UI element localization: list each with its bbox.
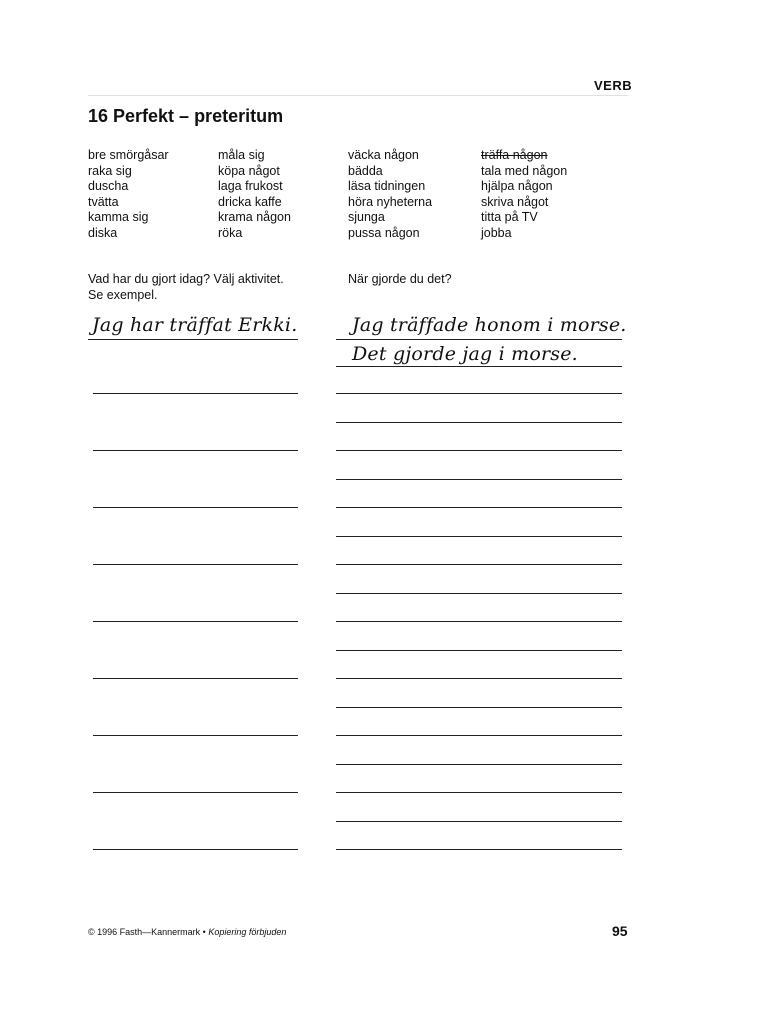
word-item: höra nyheterna (348, 194, 433, 209)
word-item-struck: träffa någon (481, 148, 548, 162)
word-item: tvätta (88, 194, 119, 209)
answer-line-right[interactable] (336, 593, 622, 594)
word-column-2 (218, 148, 291, 241)
example-underline-right (336, 339, 622, 340)
answer-line-right[interactable] (336, 621, 622, 622)
answer-line-left[interactable] (93, 792, 298, 793)
answer-line-right[interactable] (336, 707, 622, 708)
answer-line-left[interactable] (93, 678, 298, 679)
answer-line-right[interactable] (336, 450, 622, 451)
answer-line-left[interactable] (93, 849, 298, 850)
word-item: bädda (348, 163, 383, 178)
answer-line-right[interactable] (336, 735, 622, 736)
instruction-left-line-2: Se exempel. (88, 288, 158, 302)
example-right-line-1: Jag träffade honom i morse. (352, 314, 627, 336)
word-item: kamma sig (88, 210, 149, 224)
copy-notice: Kopiering förbjuden (208, 927, 287, 937)
word-column-3 (348, 148, 432, 241)
word-item: skriva något (481, 194, 549, 209)
word-item: köpa något (218, 163, 280, 178)
word-item: hjälpa någon (481, 179, 553, 193)
word-item: väcka någon (348, 148, 419, 162)
answer-line-left[interactable] (93, 621, 298, 622)
example-underline-right (336, 366, 622, 367)
page-number: 95 (612, 923, 628, 939)
answer-line-right[interactable] (336, 393, 622, 394)
instruction-left-line-1: Vad har du gjort idag? Välj aktivitet. (88, 272, 284, 286)
answer-line-right[interactable] (336, 536, 622, 537)
answer-line-left[interactable] (93, 507, 298, 508)
example-right-line-2: Det gjorde jag i morse. (352, 343, 578, 365)
answer-line-right[interactable] (336, 507, 622, 508)
word-column-4 (481, 148, 567, 241)
word-item: raka sig (88, 163, 132, 178)
word-item: pussa någon (348, 225, 420, 240)
section-label: VERB (594, 78, 633, 93)
answer-line-left[interactable] (93, 450, 298, 451)
word-item: läsa tidningen (348, 179, 426, 193)
word-item: titta på TV (481, 210, 538, 224)
instruction-right: När gjorde du det? (348, 272, 452, 286)
header-rule (88, 95, 628, 96)
word-item: tala med någon (481, 163, 568, 178)
answer-line-left[interactable] (93, 564, 298, 565)
word-item: dricka kaffe (218, 194, 282, 209)
answer-line-right[interactable] (336, 650, 622, 651)
copyright-text: © 1996 Fasth—Kannermark • (88, 927, 206, 937)
answer-line-right[interactable] (336, 678, 622, 679)
word-item: diska (88, 225, 118, 240)
word-item: sjunga (348, 210, 385, 224)
word-item: jobba (481, 225, 512, 240)
word-item: röka (218, 225, 243, 240)
answer-line-left[interactable] (93, 735, 298, 736)
answer-line-right[interactable] (336, 564, 622, 565)
word-item: laga frukost (218, 179, 283, 193)
footer-copyright (88, 927, 286, 937)
word-column-1 (88, 148, 169, 241)
answer-line-right[interactable] (336, 764, 622, 765)
word-item: bre smörgåsar (88, 148, 169, 162)
instruction-left (88, 271, 284, 303)
example-underline-left (88, 339, 298, 340)
answer-line-right[interactable] (336, 792, 622, 793)
page-title: 16 Perfekt – preteritum (88, 106, 284, 126)
answer-line-right[interactable] (336, 849, 622, 850)
answer-line-right[interactable] (336, 479, 622, 480)
word-item: krama någon (218, 210, 291, 224)
word-item: måla sig (218, 148, 265, 162)
example-left: Jag har träffat Erkki. (92, 314, 298, 336)
answer-line-right[interactable] (336, 422, 622, 423)
word-item: duscha (88, 179, 129, 193)
answer-line-left[interactable] (93, 393, 298, 394)
answer-line-right[interactable] (336, 821, 622, 822)
